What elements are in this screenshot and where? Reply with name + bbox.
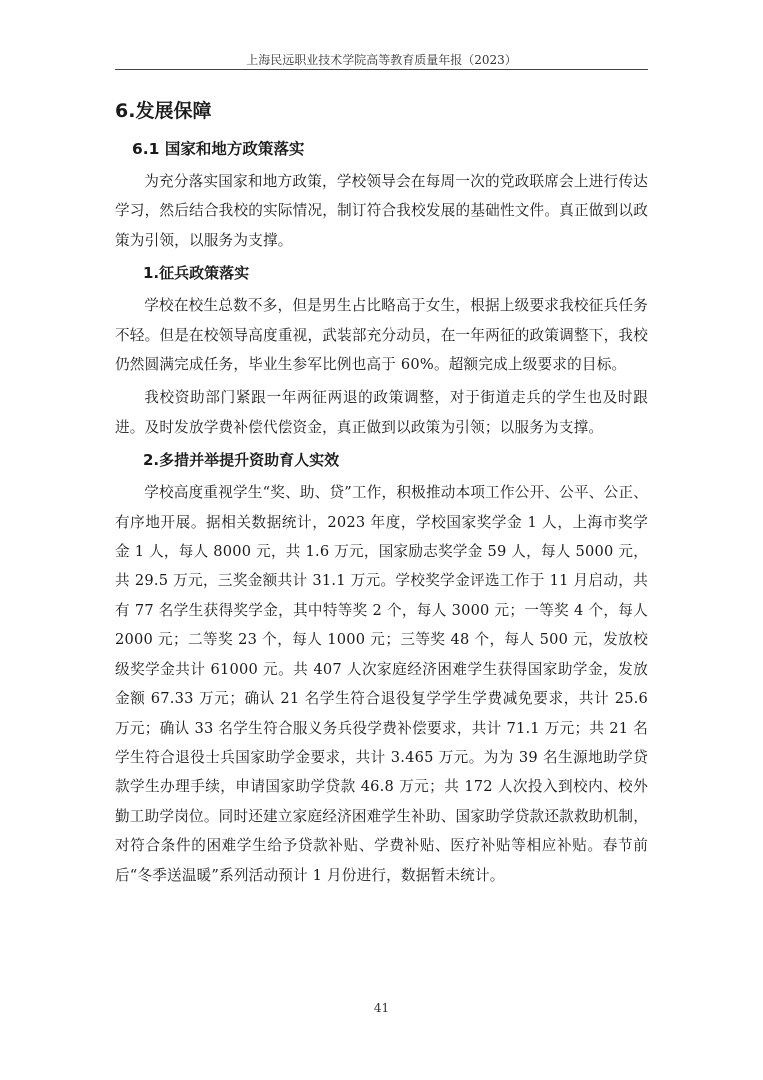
page-body [115, 96, 648, 894]
paragraph: 学校在校生总数不多，但是男生占比略高于女生，根据上级要求我校征兵任务不轻。但是在校领导高度重视，武装部充分动员，在一年两征的政策调整下，我校仍然圆满完成任务，毕业生参军比例也高于 60%。超额完成上级要求的目标。 [115, 297, 648, 374]
paragraph: 我校资助部门紧跟一年两征两退的政策调整，对于街道走兵的学生也及时跟进。及时发放学费补偿代偿资金，真正做到以政策为引领；以服务为支撑。 [115, 389, 648, 436]
intro-paragraph: 为充分落实国家和地方政策，学校领导会在每周一次的党政联席会上进行传达学习，然后结合我校的实际情况，制订符合我校发展的基础性文件。真正做到以政策为引领，以服务为支撑。 [115, 173, 648, 249]
header-divider [115, 69, 648, 70]
section-title: 6.发展保障 [115, 100, 212, 122]
item-title-conscription: 1.征兵政策落实 [143, 264, 250, 283]
running-header: 上海民远职业技术学院高等教育质量年报（2023） [246, 53, 517, 67]
subsection-title: 6.1 国家和地方政策落实 [132, 140, 305, 158]
paragraph: 学校高度重视学生“奖、助、贷”工作，积极推动本项工作公开、公平、公正、有序地开展。据相关数据统计，2023 年度，学校国家奖学金 1 人，上海市奖学金 1 人，每人 8000 元，共 1.6 万元，国家励志奖学金 59 人，每人 5000 元，共 29.5 万元，三奖金额共计 31.1 万元。学校奖学金评选工作于 11 月启动，共有 77 名学生获得奖学金，其中特等奖 2 个，每人 3000 元；一等奖 4 个，每人 2000 元；二等奖 23 个，每人 1000 元；三等奖 48 个，每人 500 元，发放校级奖学金共计 61000 元。共 407 人次家庭经济困难学生获得国家助学金，发放金额 67.33 万元；确认 21 名学生符合退役复学学生学费减免要求，共计 25.6 万元；确认 33 名学生符合服义务兵役学费补偿要求，共计 71.1 万元；共 21 名学生符合退役士兵国家助学金要求，共计 3.465 万元。为为 39 名生源地助学贷款学生办理手续，申请国家助学贷款 46.8 万元；共 172 人次投入到校内、校外勤工助学岗位。同时还建立家庭经济困难学生补助、国家助学贷款还款救助机制，对符合条件的困难学生给予贷款补贴、学费补贴、医疗补贴等相应补贴。春节前后“冬季送温暖”系列活动预计 1 月份进行，数据暂未统计。 [115, 484, 648, 884]
item-title-financial-aid: 2.多措并举提升资助育人实效 [143, 451, 340, 470]
page-number: 41 [373, 1001, 390, 1015]
